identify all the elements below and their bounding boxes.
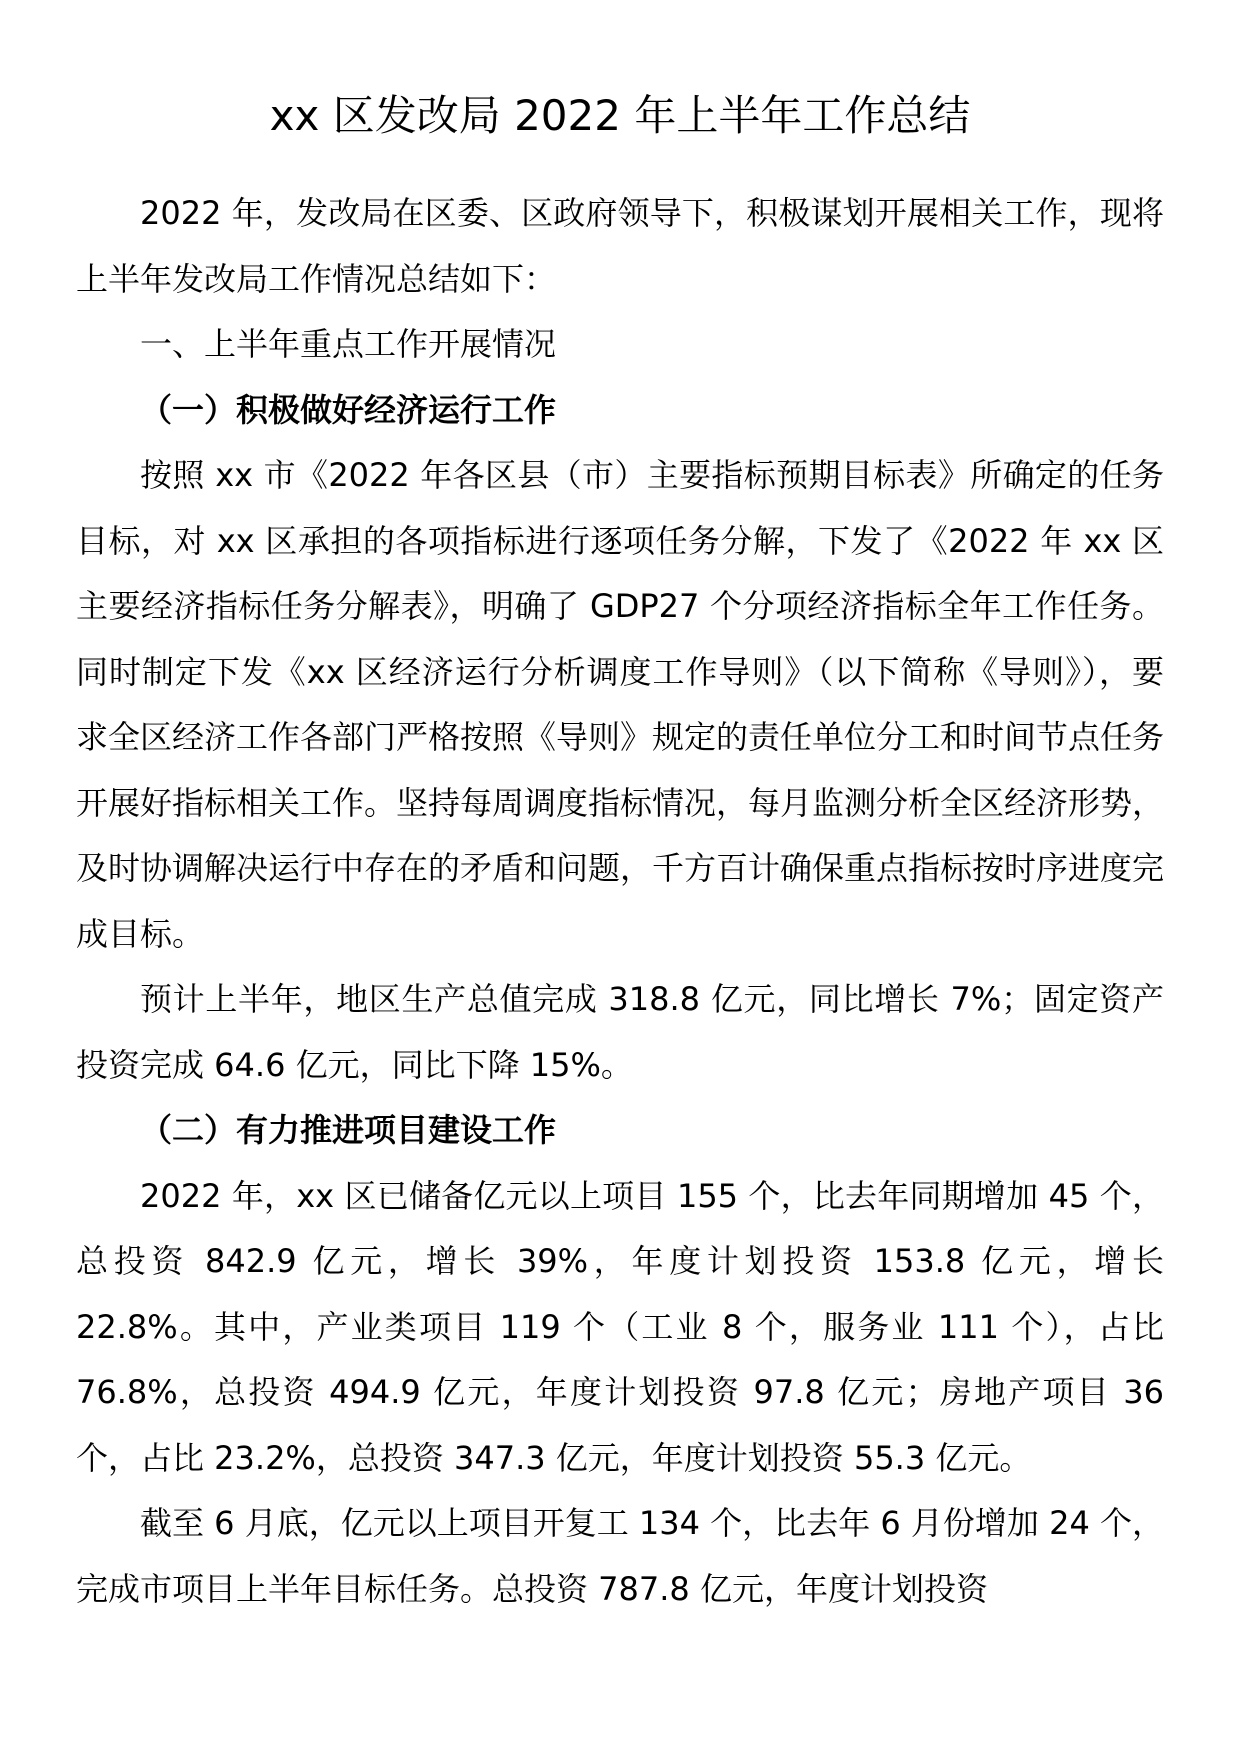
document-body [76,181,1164,1622]
paragraph-project-reserve: 2022 年，xx 区已储备亿元以上项目 155 个，比去年同期增加 45 个，总投资 842.9 亿元，增长 39%，年度计划投资 153.8 亿元，增长 22.8%。其中，产业类项目 119 个（工业 8 个，服务业 111 个），占比 76.8%，总投资 494.9 亿元，年度计划投资 97.8 亿元；房地产项目 36 个，占比 23.2%，总投资 347.3 亿元，年度计划投资 55.3 亿元。 [76,1176,1164,1477]
paragraph-economic-operation: 按照 xx 市《2022 年各区县（市）主要指标预期目标表》所确定的任务目标，对 xx 区承担的各项指标进行逐项任务分解，下发了《2022 年 xx 区主要经济指标任务分解表》，明确了 GDP27 个分项经济指标全年工作任务。同时制定下发《xx 区经济运行分析调度工作导则》（以下简称《导则》），要求全区经济工作各部门严格按照《导则》规定的责任单位分工和时间节点任务开展好指标相关工作。坚持每周调度指标情况，每月监测分析全区经济形势，及时协调解决运行中存在的矛盾和问题，千方百计确保重点指标按时序进度完成目标。 [76,456,1165,953]
paragraph-intro: 2022 年，发改局在区委、区政府领导下，积极谋划开展相关工作，现将上半年发改局工作情况总结如下： [76,194,1164,298]
section-heading-1: 一、上半年重点工作开展情况 [140,325,557,363]
document-title: xx 区发改局 2022 年上半年工作总结 [269,91,971,140]
subsection-heading-1: （一）积极做好经济运行工作 [140,390,557,429]
subsection-heading-2: （二）有力推进项目建设工作 [140,1111,557,1149]
paragraph-gdp-forecast: 预计上半年，地区生产总值完成 318.8 亿元，同比增长 7%；固定资产投资完成 64.6 亿元，同比下降 15%。 [76,980,1164,1084]
paragraph-project-progress: 截至 6 月底，亿元以上项目开复工 134 个，比去年 6 月份增加 24 个，完成市项目上半年目标任务。总投资 787.8 亿元，年度计划投资 [76,1504,1164,1608]
